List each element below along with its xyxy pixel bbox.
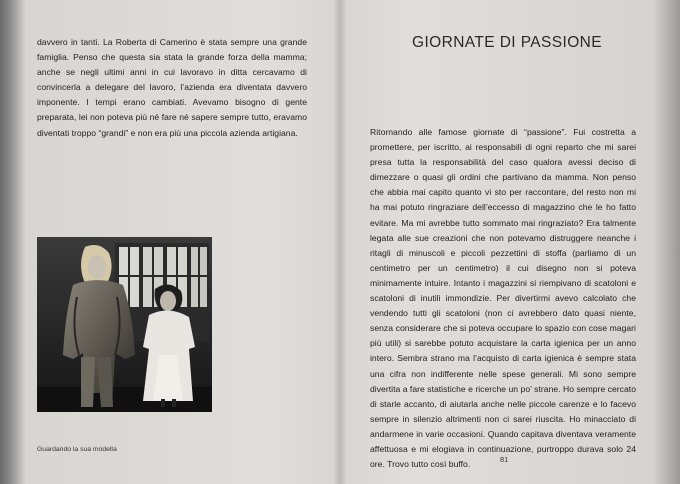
photo-illustration [37,237,212,412]
chapter-title: GIORNATE DI PASSIONE [412,34,603,51]
left-page-paragraph: davvero in tanti. La Roberta di Camerino è stata sempre una grande famiglia. Penso che questa sia stata la grande forza della mamma; anche se negli ultimi anni in cui lavoravo in ditta cercavamo di convincerla a delegare del lavoro, l’azienda era diventata davvero imponente. I tempi erano cambiati. Avevamo bisogno di gente preparata, lei non poteva più né fare né sapere sempre tutto, eravamo diventati troppo “grandi” e non era più una piccola azienda artigiana. [37,37,307,138]
photo-caption: Guardando la sua modella [37,446,117,453]
black-and-white-photo [37,237,212,412]
page-number: 81 [500,455,509,464]
right-page-paragraph: Ritornando alle famose giornate di “passione”. Fui costretta a promettere, per iscritto, ai responsabili di ogni reparto che mi sarei presa tutta la responsabilità del caso qualora avessi deciso di dimezzare o quasi gli ordini che partivano da mamma. Non penso che abbia mai capito quanto vi sto per raccontare, del resto non mi ha mai potuto ringraziare dell’eccesso di magazzino che le ho fatto evitare. Ma mi avrebbe tutto sommato mai ringraziato? Era talmente legata alle sue creazioni che non potevamo distruggere neanche i ritagli di minuscoli e piccoli pezzettini di stoffa (parliamo di un centimetro per un centimetro) il cui disegno non si poteva minimamente intuire. Intanto i magazzini si riempivano di scatoloni e scatoloni di inutili immondizie. Per divertirmi avevo calcolato che vendendo tutti gli scatoloni (non ci avrebbero dato quasi niente, senza considerare che si poteva occupare lo spazio con cose magari più utili) si sarebbe potuto acquistare la carta igienica per un anno intero. Sembra strano ma l’acquisto di carta igienica è sempre stata una cifra non indifferente nelle spese generali. Mi sono sempre divertita a fare statistiche e ricerche un po’ strane. Ho sempre cercato di starle accanto, di aiutarla anche nelle piccole carenze e lo facevo sempre in silenzio altrimenti non ci sarei riuscita. Ho minacciato di andarmene in varie occasioni. Quando capitava diventava veramente affettuosa e mi elogiava in continuazione, purtroppo durava solo 24 ore. Trovo tutto così buffo. [370,127,636,470]
